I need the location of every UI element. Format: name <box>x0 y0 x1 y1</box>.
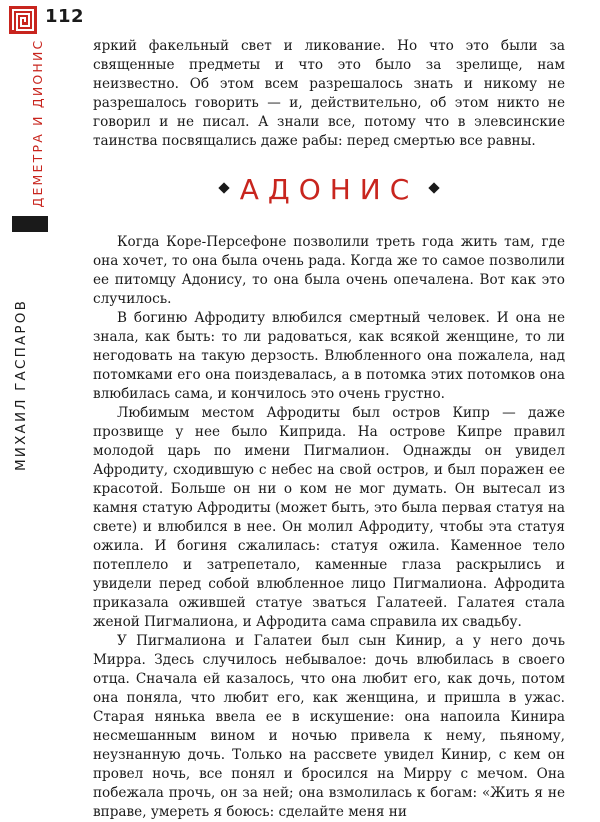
chapter-heading <box>93 173 565 207</box>
running-header-author: МИХАИЛ ГАСПАРОВ <box>13 298 29 472</box>
chapter-title: АДОНИС <box>239 173 419 206</box>
intro-paragraph: яркий факельный свет и ликование. Но что это были за священные предметы и что это было за зрелище, нам неизвестно. Об этом всем разрешалось знать и никому не разрешалось говорить — и, действительно, об этом никто не говорил и не писал. А знали все, потому что в элевсинские таинства посвящались даже рабы: перед смертью все равны. <box>93 38 565 149</box>
page-number: 112 <box>45 6 85 27</box>
left-diamond-ornament <box>218 182 229 193</box>
chapter-body <box>93 233 565 822</box>
side-divider-bar <box>12 216 48 232</box>
paragraph: Любимым местом Афродиты был остров Кипр — даже прозвище у нее было Киприда. На острове Кипре правил молодой царь по имени Пигмалион. Однажды он увидел Афродиту, сходившую с небес на свой остров, и был поражен ее красотой. Больше он ни о ком не мог думать. Он вытесал из камня статую Афродиты (может быть, это была первая статуя на свете) и влюбился в нее. Он молил Афродиту, чтобы эта статуя ожила. И богиня сжалилась: статуя ожила. Каменное тело потеплело и затрепетало, каменные глаза раскрылись и увидели перед собой влюбленное лицо Пигмалиона. Афродита приказала ожившей статуе зваться Галатеей. Галатея стала женой Пигмалиона, и Афродита сама справила их свадьбу. <box>93 405 565 630</box>
intro-text <box>93 37 565 151</box>
right-diamond-ornament <box>429 182 440 193</box>
running-header-section: ДЕМЕТРА И ДИОНИС <box>30 38 45 208</box>
paragraph: Когда Коре-Персефоне позволили треть года жить там, где она хочет, то она была очень рада. Когда же то самое позволили ее питомцу Адонису, то она была очень опечалена. Вот как это случилось. <box>93 234 565 307</box>
paragraph: У Пигмалиона и Галатеи был сын Кинир, а у него дочь Мирра. Здесь случилось небывалое: дочь влюбилась в своего отца. Сначала ей казалось, что она любит его, как дочь, потом она поняла, что любит его, как женщина, и пришла в ужас. Старая нянька ввела ее в искушение: она напоила Кинира несмешанным вином и ночью привела к нему, пьяному, неузнанную дочь. Только на рассвете увидел Кинир, с кем он провел ночь, все понял и бросился на Мирру с мечом. Она побежала прочь, он за ней; она взмолилась к богам: «Жить я не вправе, умереть я боюсь: сделайте меня ни <box>93 633 565 820</box>
greek-meander-icon <box>9 6 37 34</box>
paragraph: В богиню Афродиту влюбился смертный человек. И она не знала, как быть: то ли радоваться, как всякой женщине, то ли негодовать на такую дерзость. Влюбленного она пожалела, над потомками его она поиздевалась, а в потомка этих потомков она влюбилась сама, и кончилось это очень грустно. <box>93 310 565 402</box>
